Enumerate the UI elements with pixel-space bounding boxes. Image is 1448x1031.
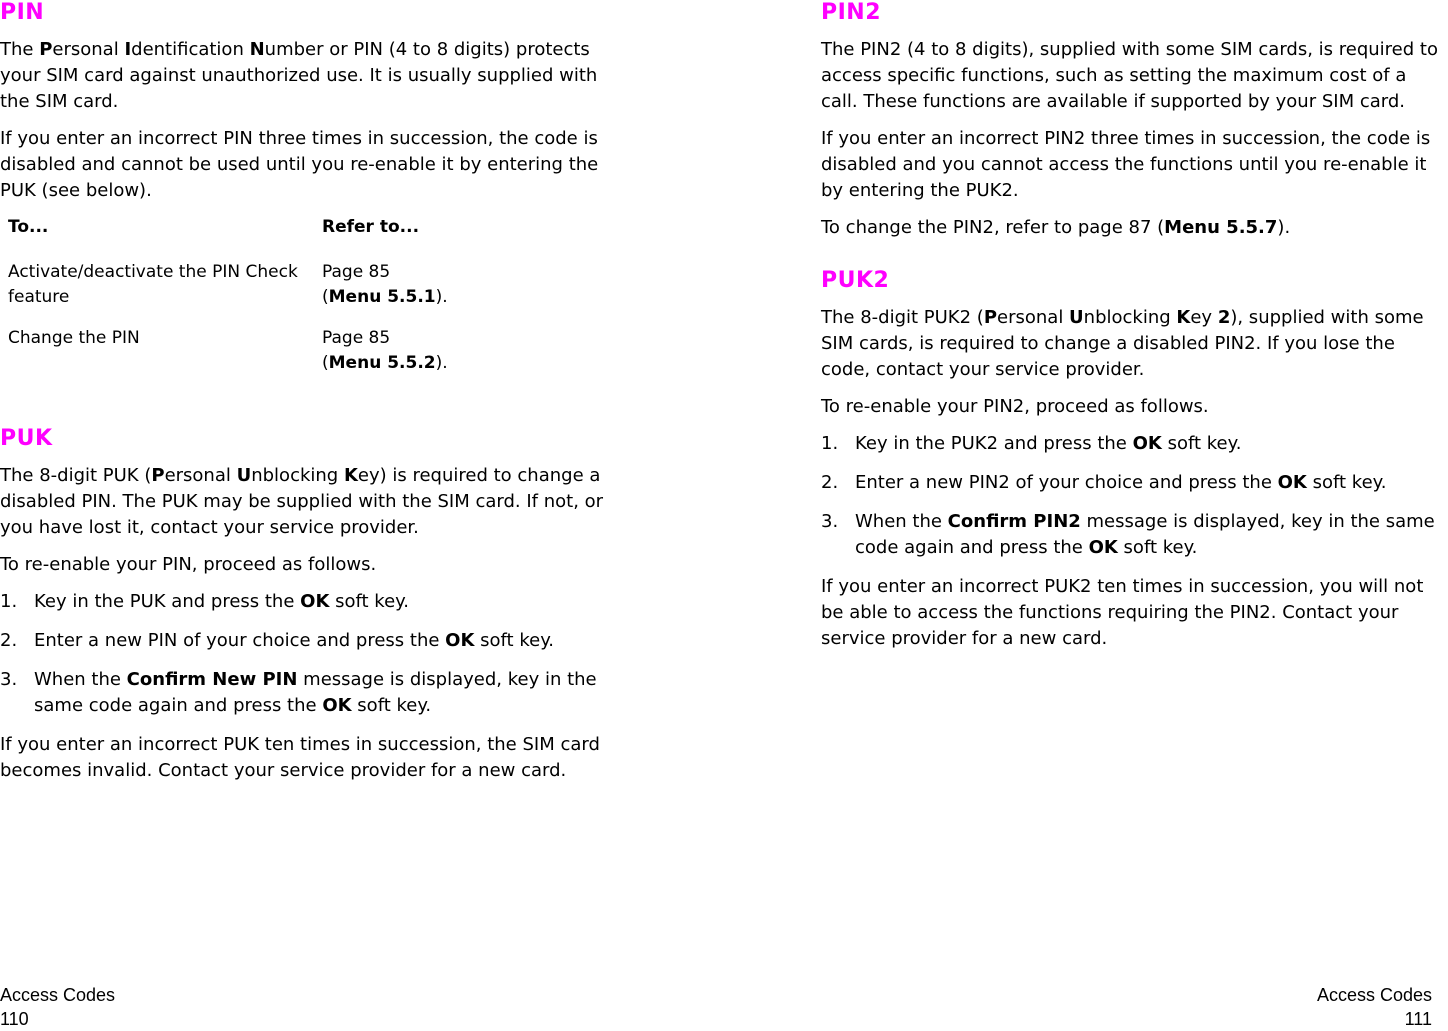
list-item: 1. Key in the PUK and press the OK soft key. [0, 591, 409, 612]
row-reference: Page 85 (Menu 5.5.2). [322, 328, 448, 373]
pin-heading: PIN [0, 0, 45, 25]
list-item: 2. Enter a new PIN2 of your choice and press the OK soft key. [821, 472, 1387, 493]
puk2-invalid-text: If you enter an incorrect PUK2 ten times in succession, you will not be able to access the functions requiring the PIN2. Contact your service provider for a new card. [821, 576, 1424, 649]
puk-heading: PUK [0, 426, 53, 451]
puk2-section [821, 268, 1448, 652]
list-item: 1. Key in the PUK2 and press the OK soft key. [821, 433, 1242, 454]
puk-intro: The 8-digit PUK (Personal Unblocking Key) is required to change a disabled PIN. The PUK may be supplied with the SIM card. If not, or you have lost it, contact your service provider. [0, 465, 604, 538]
left-footer [0, 983, 115, 1031]
puk-section [0, 426, 632, 784]
row-action: Activate/deactivate the PIN Check feature [8, 262, 298, 307]
row-reference: Page 85 (Menu 5.5.1). [322, 262, 448, 307]
right-page [821, 0, 1448, 663]
pin-section [0, 0, 632, 392]
right-footer [1317, 983, 1432, 1031]
puk2-heading: PUK2 [821, 268, 890, 293]
pin2-change-text: To change the PIN2, refer to page 87 (Menu 5.5.7). [821, 217, 1291, 238]
list-item: 3. When the Confirm PIN2 message is displayed, key in the same code again and press the OK soft key. [821, 511, 1435, 558]
right-page-number: 111 [1404, 1009, 1432, 1029]
row-action: Change the PIN [8, 328, 140, 348]
left-footer-title: Access Codes [0, 985, 116, 1005]
list-item: 2. Enter a new PIN of your choice and press the OK soft key. [0, 630, 554, 651]
pin-disabled-text: If you enter an incorrect PIN three times in succession, the code is disabled and cannot be used until you re-enable it by entering the PUK (see below). [0, 128, 599, 201]
puk-proceed: To re-enable your PIN, proceed as follows. [0, 554, 377, 575]
table-row [0, 326, 448, 392]
puk2-steps [821, 431, 1448, 561]
right-footer-title: Access Codes [1316, 985, 1432, 1005]
pin2-heading: PIN2 [821, 0, 882, 25]
pin-reference-table [0, 215, 448, 392]
left-page [0, 0, 632, 795]
left-page-number: 110 [0, 1009, 29, 1029]
puk-steps [0, 589, 625, 719]
table-header-row [0, 215, 448, 260]
pin2-section [821, 0, 1448, 241]
puk2-proceed: To re-enable your PIN2, proceed as follows. [821, 396, 1209, 417]
puk2-intro: The 8-digit PUK2 (Personal Unblocking Key 2), supplied with some SIM cards, is required to change a disabled PIN2. If you lose the code, contact your service provider. [821, 307, 1424, 380]
header-to: To... [8, 217, 49, 237]
header-refer-to: Refer to... [322, 217, 420, 237]
puk-invalid-text: If you enter an incorrect PUK ten times in succession, the SIM card becomes invalid. Contact your service provider for a new card. [0, 734, 600, 781]
pin2-disabled-text: If you enter an incorrect PIN2 three times in succession, the code is disabled and you cannot access the functions until you re-enable it by entering the PUK2. [821, 128, 1431, 201]
table-row [0, 260, 448, 326]
pin-intro: The Personal Identification Number or PIN (4 to 8 digits) protects your SIM card against unauthorized use. It is usually supplied with the SIM card. [0, 39, 598, 112]
pin2-intro: The PIN2 (4 to 8 digits), supplied with some SIM cards, is required to access specific functions, such as setting the maximum cost of a call. These functions are available if supported by your SIM card. [821, 39, 1438, 112]
list-item: 3. When the Confirm New PIN message is displayed, key in the same code again and press the OK soft key. [0, 669, 597, 716]
